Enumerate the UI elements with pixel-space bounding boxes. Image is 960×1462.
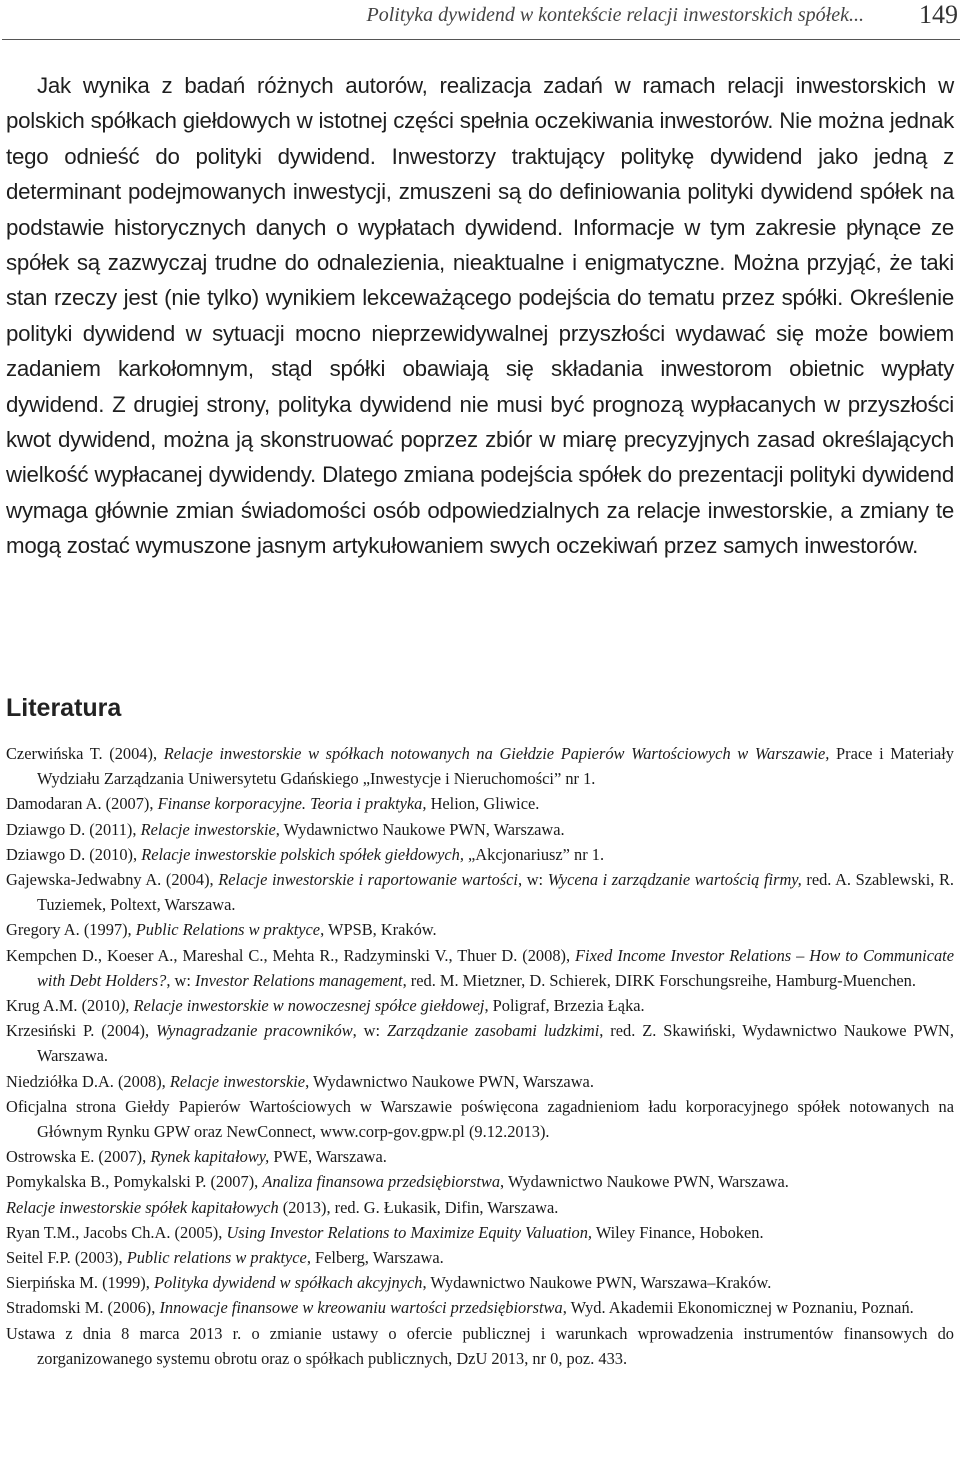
- reference-text: , Wydawnictwo Naukowe PWN, Warszawa.: [275, 819, 565, 839]
- reference-title: Relacje inwestorskie i raportowanie wartości: [218, 870, 518, 890]
- reference-text: , Felberg, Warszawa.: [306, 1248, 444, 1268]
- reference-item: [6, 1270, 954, 1295]
- reference-title: Public relations w praktyce: [126, 1248, 307, 1268]
- reference-text: Niedziółka D.A. (2008),: [6, 1071, 170, 1091]
- reference-text: Seitel F.P. (2003),: [6, 1248, 127, 1268]
- reference-text: , Wydawnictwo Naukowe PWN, Warszawa.: [500, 1172, 789, 1192]
- reference-item: [6, 791, 954, 816]
- reference-text: Dziawgo D. (2011),: [6, 819, 141, 839]
- reference-item: [6, 1069, 954, 1094]
- reference-item: [6, 817, 954, 842]
- reference-item: [6, 867, 954, 917]
- reference-text: , w:: [518, 870, 548, 890]
- reference-title: Relacje inwestorskie: [169, 1071, 306, 1091]
- reference-text: PWE, Warszawa.: [269, 1147, 387, 1167]
- body-paragraph: Jak wynika z badań różnych autorów, realizacja zadań w ramach relacji inwestorskich w polskich spółkach giełdowych w istotnej części spełnia oczekiwania inwestorów. Nie można jednak tego odnieść do polityki dywidend. Inwestorzy traktujący politykę dywidend jako jedną z determinant podejmowanych inwestycji, zmuszeni są do definiowania polityki dywidend spółek na podstawie historycznych danych o wypłatach dywidend. Informacje w tym zakresie płynące ze spółek są zazwyczaj trudne do odnalezienia, nieaktualne i enigmatyczne. Można przyjąć, że taki stan rzeczy jest (nie tylko) wynikiem lekceważącego podejścia do tematu przez spółki. Określenie polityki dywidend w sytuacji mocno nieprzewidywalnej przyszłości wydawać się może bowiem zadaniem karkołomnym, stąd spółki obawiają się składania inwestorom obietnic wypłaty dywidend. Z drugiej strony, polityka dywidend nie musi być prognozą wypłacanych w przyszłości kwot dywidend, można ją skonstruować poprzez zbiór w miarę precyzyjnych zasad określających wielkość wypłacanej dywidendy. Dlatego zmiana podejścia spółek do prezentacji polityki dywidend wymaga głównie zmian świadomości osób odpowiedzialnych za relacje inwestorskie, a zmiany te mogą zostać wymuszone jasnym artykułowaniem swych oczekiwań przez samych inwestorów.: [6, 73, 954, 559]
- reference-item: [6, 917, 954, 942]
- reference-title: Wynagradzanie pracowników: [156, 1021, 353, 1041]
- reference-text: Sierpińska M. (1999),: [6, 1273, 154, 1293]
- reference-title: Fixed Income Investor Relations – How to Communicate with Debt Holders?: [37, 945, 954, 990]
- reference-text: , w:: [166, 970, 195, 990]
- reference-title: Relacje inwestorskie spółek kapitałowych: [6, 1197, 279, 1217]
- reference-title: Rynek kapitałowy,: [150, 1147, 270, 1167]
- reference-text: Oficjalna strona Giełdy Papierów Wartościowych w Warszawie poświęcona zagadnieniom ładu korporacyjnego spółek notowanych na Głównym Rynku GPW oraz NewConnect, www.corp-gov.gpw.pl (9.12.2013).: [6, 1096, 954, 1142]
- reference-text: , Wydawnictwo Naukowe PWN, Warszawa.: [305, 1071, 594, 1091]
- reference-item: [6, 1094, 954, 1144]
- reference-text: Gajewska-Jedwabny A. (2004),: [6, 870, 219, 890]
- reference-text: , red. M. Mietzner, D. Schierek, DIRK Forschungsreihe, Hamburg-Muenchen.: [402, 970, 916, 990]
- reference-text: Ryan T.M., Jacobs Ch.A. (2005),: [6, 1222, 227, 1242]
- reference-item: [6, 1245, 954, 1270]
- reference-text: Helion, Gliwice.: [426, 794, 540, 814]
- reference-item: [6, 741, 954, 791]
- reference-text: Ustawa z dnia 8 marca 2013 r. o zmianie ustawy o ofercie publicznej i warunkach wprowadzenia instrumentów finansowych do zorganizowanego systemu obrotu oraz o spółkach publicznych, DzU 2013, nr 0, poz. 433.: [6, 1323, 954, 1368]
- running-header: [0, 0, 960, 40]
- reference-text: Wiley Finance, Hoboken.: [592, 1222, 764, 1242]
- reference-text: Ostrowska E. (2007),: [6, 1147, 151, 1167]
- page-number: 149: [919, 0, 958, 29]
- section-heading-literatura: Literatura: [6, 694, 122, 722]
- reference-item: [6, 1321, 954, 1371]
- header-rule: [2, 39, 960, 40]
- reference-text: Stradomski M. (2006),: [6, 1298, 160, 1318]
- reference-text: Czerwińska T. (2004),: [6, 744, 164, 763]
- reference-text: Prace i Materiały Wydziału Zarządzania Uniwersytetu Gdańskiego „Inwestycje i Nieruchomości” nr 1.: [37, 744, 955, 789]
- reference-text: Gregory A. (1997),: [6, 920, 136, 940]
- reference-list: [6, 741, 954, 1371]
- reference-text: Krug A.M. (2010: [6, 996, 120, 1016]
- running-title: Polityka dywidend w kontekście relacji inwestorskich spółek...: [366, 4, 864, 26]
- reference-title: Relacje inwestorskie w spółkach notowanych na Giełdzie Papierów Wartościowych w Warszawie,: [163, 744, 830, 763]
- reference-title: Polityka dywidend w spółkach akcyjnych: [153, 1273, 423, 1293]
- reference-text: , Wyd. Akademii Ekonomicznej w Poznaniu, Poznań.: [562, 1298, 914, 1318]
- reference-text: , Wydawnictwo Naukowe PWN, Warszawa–Kraków.: [422, 1273, 772, 1293]
- reference-item: [6, 1220, 954, 1245]
- reference-text: Pomykalska B., Pomykalski P. (2007),: [6, 1172, 263, 1192]
- reference-title: Public Relations w praktyce: [135, 920, 321, 940]
- reference-item: [6, 1295, 954, 1320]
- reference-title: Wycena i zarządzanie wartością firmy,: [547, 870, 802, 890]
- reference-item: [6, 842, 954, 867]
- reference-title: Relacje inwestorskie polskich spółek giełdowych,: [141, 844, 464, 864]
- reference-text: red. A. Szablewski, R. Tuziemek, Poltext, Warszawa.: [37, 870, 954, 915]
- reference-item: [6, 1144, 954, 1169]
- reference-item: [6, 943, 954, 993]
- reference-text: (2013), red. G. Łukasik, Difin, Warszawa.: [278, 1197, 559, 1217]
- reference-text: , red. Z. Skawiński, Wydawnictwo Naukowe PWN, Warszawa.: [37, 1021, 954, 1066]
- reference-text: Krzesiński P. (2004),: [6, 1021, 157, 1041]
- reference-item: [6, 993, 954, 1018]
- reference-text: „Akcjonariusz” nr 1.: [463, 844, 605, 864]
- reference-item: [6, 1195, 954, 1220]
- reference-item: [6, 1169, 954, 1194]
- reference-text: , w:: [352, 1021, 387, 1041]
- reference-text: , WPSB, Kraków.: [320, 920, 437, 940]
- reference-item: [6, 1018, 954, 1068]
- reference-text: Damodaran A. (2007),: [6, 794, 158, 814]
- reference-title: Using Investor Relations to Maximize Equity Valuation,: [226, 1222, 593, 1242]
- reference-title: Finanse korporacyjne. Teoria i praktyka,: [157, 794, 427, 814]
- reference-title: Analiza finansowa przedsiębiorstwa: [262, 1172, 501, 1192]
- reference-title: Investor Relations management: [195, 970, 403, 990]
- reference-text: Kempchen D., Koeser A., Mareshal C., Mehta R., Radzyminski V., Thuer D. (2008),: [6, 945, 576, 965]
- reference-title: ), Relacje inwestorskie w nowoczesnej spółce giełdowej: [119, 996, 485, 1016]
- reference-text: , Poligraf, Brzezia Łąka.: [484, 996, 645, 1016]
- reference-text: Dziawgo D. (2010),: [6, 844, 142, 864]
- reference-title: Relacje inwestorskie: [140, 819, 276, 839]
- reference-title: Innowacje finansowe w kreowaniu wartości przedsiębiorstwa: [159, 1298, 563, 1318]
- reference-title: Zarządzanie zasobami ludzkimi: [386, 1021, 600, 1041]
